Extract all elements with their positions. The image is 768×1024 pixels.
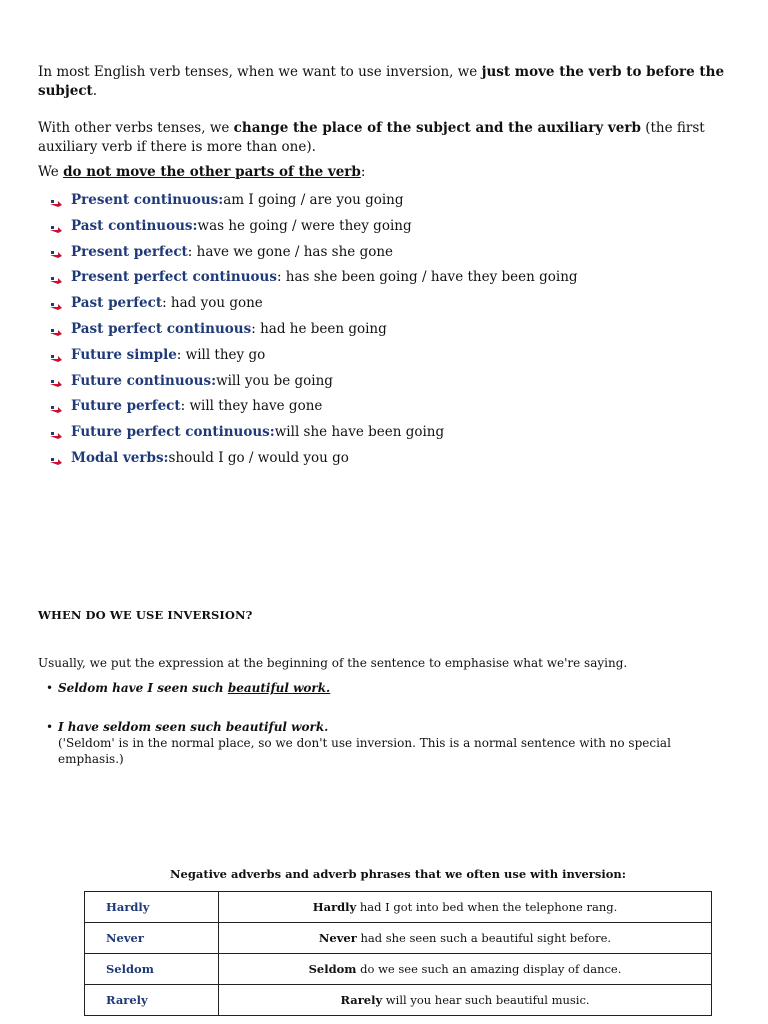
list-item — [50, 394, 578, 420]
tense-example: : will they have gone — [180, 398, 323, 415]
tense-example: : had you gone — [162, 295, 263, 312]
tense-name: Past perfect continuous — [71, 320, 252, 337]
tense-example: will she have been going — [274, 424, 445, 441]
example-1-text: Seldom have I seen such — [58, 681, 228, 695]
usage-paragraph: Usually, we put the expression at the beginning of the sentence to emphasise what we're saying. — [38, 656, 628, 670]
tense-example: : had he been going — [251, 320, 387, 337]
adverb-cell: Seldom — [85, 954, 219, 985]
tense-name: Past perfect — [71, 295, 163, 312]
tense-list — [50, 188, 578, 472]
p3-text: We — [38, 164, 64, 180]
tense-example: : will they go — [176, 346, 266, 363]
intro-paragraph-3 — [38, 163, 728, 182]
p2-end: (the first auxiliary verb if there is more than one). — [38, 120, 705, 155]
example-1 — [46, 680, 718, 696]
tense-name: Modal verbs: — [71, 449, 169, 466]
list-item — [50, 446, 578, 472]
arrow-bullet-icon — [50, 352, 62, 362]
sentence-cell — [219, 954, 712, 985]
adverb-cell: Never — [85, 923, 219, 954]
arrow-bullet-icon — [50, 197, 62, 207]
example-2-note: ('Seldom' is in the normal place, so we don't use inversion. This is a normal sentence with no special emphasis.) — [58, 736, 671, 766]
inversion-table — [84, 891, 712, 1016]
sentence-rest: do we see such an amazing display of dance. — [356, 962, 622, 976]
sentence-cell — [219, 892, 712, 923]
p3-bold: do not move the other parts of the verb — [63, 164, 361, 180]
list-item — [50, 343, 578, 369]
tense-example: should I go / would you go — [168, 449, 349, 466]
tense-example: will you be going — [216, 372, 333, 389]
arrow-bullet-icon — [50, 248, 62, 258]
p1-text: In most English verb tenses, when we want to use inversion, we — [38, 64, 482, 80]
arrow-bullet-icon — [50, 429, 62, 439]
list-item — [50, 188, 578, 214]
tense-name: Past continuous: — [71, 217, 198, 234]
adverb-cell: Rarely — [85, 985, 219, 1016]
bullet-dot-icon: • — [46, 720, 54, 734]
sentence-cell — [219, 923, 712, 954]
list-item — [50, 369, 578, 395]
adverb-cell: Hardly — [85, 892, 219, 923]
tense-example: : has she been going / have they been going — [276, 269, 578, 286]
list-item — [50, 265, 578, 291]
tense-example: was he going / were they going — [197, 217, 412, 234]
table-row — [85, 954, 712, 985]
example-2 — [46, 719, 718, 767]
arrow-bullet-icon — [50, 223, 62, 233]
table-caption: Negative adverbs and adverb phrases that we often use with inversion: — [170, 867, 626, 881]
list-item — [50, 214, 578, 240]
table-row — [85, 892, 712, 923]
p1-end: . — [92, 83, 98, 99]
sentence-lead: Rarely — [340, 993, 383, 1007]
table-row — [85, 985, 712, 1016]
table-row — [85, 923, 712, 954]
p2-text: With other verbs tenses, we — [38, 120, 234, 136]
tense-example: : have we gone / has she gone — [187, 243, 394, 260]
example-2-text: I have seldom seen such beautiful work. — [58, 720, 329, 734]
tense-name: Present continuous: — [71, 192, 224, 208]
arrow-bullet-icon — [50, 274, 62, 284]
section-heading: WHEN DO WE USE INVERSION? — [38, 608, 253, 622]
arrow-bullet-icon — [50, 326, 62, 336]
tense-name: Future perfect — [71, 398, 181, 415]
tense-example: am I going / are you going — [223, 192, 404, 208]
sentence-lead: Hardly — [312, 900, 357, 914]
sentence-lead: Never — [318, 931, 357, 945]
list-item — [50, 317, 578, 343]
p2-bold: change the place of the subject and the auxiliary verb — [233, 120, 641, 136]
arrow-bullet-icon — [50, 403, 62, 413]
sentence-rest: had she seen such a beautiful sight before. — [356, 931, 612, 945]
bullet-dot-icon: • — [46, 681, 54, 695]
list-item — [50, 291, 578, 317]
tense-name: Present perfect — [71, 243, 188, 260]
list-item — [50, 420, 578, 446]
arrow-bullet-icon — [50, 300, 62, 310]
p1-bold: just move the verb to before the subject — [38, 64, 725, 99]
sentence-cell — [219, 985, 712, 1016]
tense-name: Future continuous: — [71, 372, 217, 389]
sentence-lead: Seldom — [308, 962, 357, 976]
example-1-underlined: beautiful work. — [227, 681, 331, 695]
p3-end: : — [360, 164, 366, 180]
tense-name: Present perfect continuous — [71, 269, 277, 286]
sentence-rest: will you hear such beautiful music. — [382, 993, 590, 1007]
intro-paragraph-1 — [38, 63, 728, 101]
arrow-bullet-icon — [50, 377, 62, 387]
sentence-rest: had I got into bed when the telephone rang. — [356, 900, 618, 914]
list-item — [50, 240, 578, 266]
intro-paragraph-2 — [38, 119, 728, 157]
tense-name: Future simple — [71, 346, 177, 363]
arrow-bullet-icon — [50, 455, 62, 465]
tense-name: Future perfect continuous: — [71, 424, 275, 441]
